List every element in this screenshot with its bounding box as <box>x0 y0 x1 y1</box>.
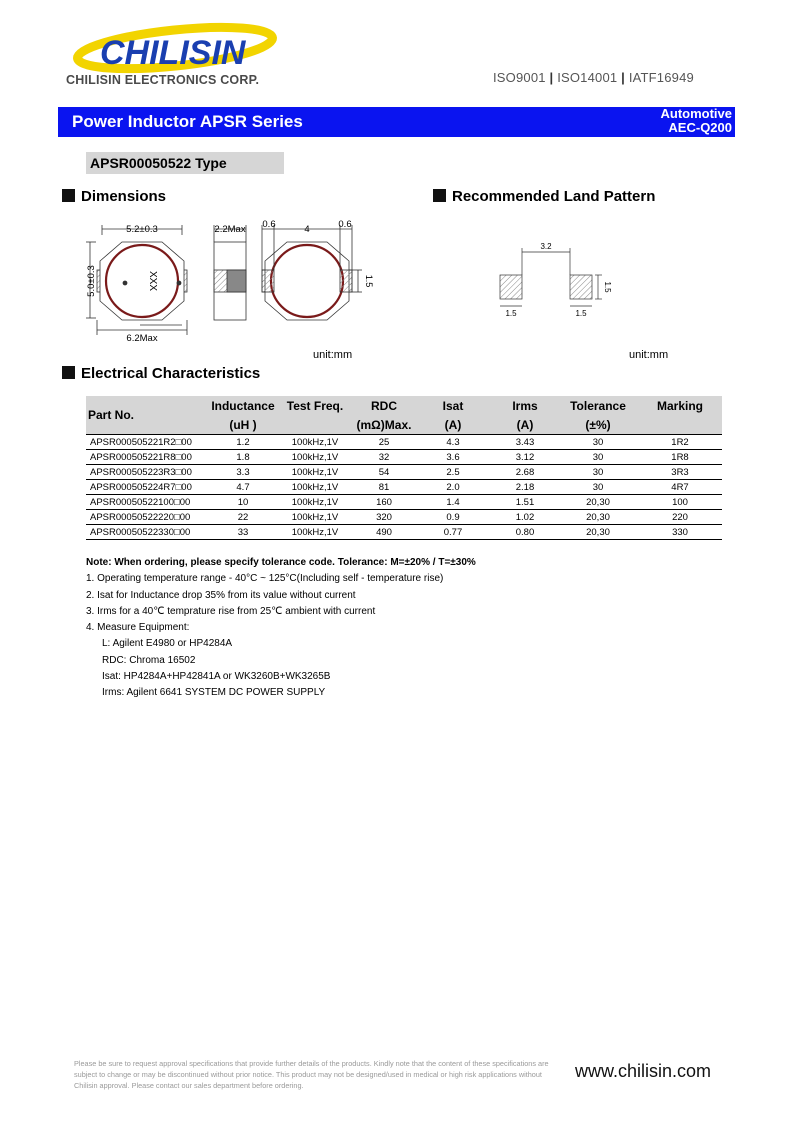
table-cell: 2.68 <box>492 465 558 480</box>
table-cell: 4R7 <box>638 480 722 495</box>
table-cell: 100kHz,1V <box>276 510 354 525</box>
table-cell: 30 <box>558 480 638 495</box>
table-cell: 0.9 <box>414 510 492 525</box>
col-freq: Test Freq. <box>276 396 354 415</box>
table-cell: 3.6 <box>414 450 492 465</box>
table-row <box>86 510 722 525</box>
series-title: Power Inductor APSR Series <box>72 112 303 131</box>
col-rdc: RDC <box>354 396 414 415</box>
table-cell: APSR00050522100□00 <box>86 495 210 510</box>
dim-side-h: 1.5 <box>364 274 374 288</box>
land-pad1-label: 1.5 <box>505 309 517 318</box>
table-row <box>86 480 722 495</box>
table-cell: 3.3 <box>210 465 276 480</box>
table-cell: 20,30 <box>558 495 638 510</box>
table-cell: 100kHz,1V <box>276 495 354 510</box>
col-inductance: Inductance <box>210 396 276 415</box>
notes <box>86 555 476 702</box>
dim-side-b: 4 <box>304 224 310 235</box>
website-link[interactable]: www.chilisin.com <box>575 1061 712 1081</box>
table-cell: 100kHz,1V <box>276 465 354 480</box>
land-gap-label: 3.2 <box>540 242 552 251</box>
col-isat-unit: (A) <box>414 415 492 435</box>
table-cell: 3R3 <box>638 465 722 480</box>
table-cell: 100 <box>638 495 722 510</box>
cert-iso9001: ISO9001 <box>493 70 546 85</box>
table-cell: 20,30 <box>558 525 638 540</box>
automotive-label: Automotive <box>660 106 732 121</box>
table-cell: APSR000505223R3□00 <box>86 465 210 480</box>
bullet-square-icon <box>433 189 446 202</box>
table-cell: APSR00050522330□00 <box>86 525 210 540</box>
marking-text: XXX <box>147 270 158 292</box>
equip-irms: Irms: Agilent 6641 SYSTEM DC POWER SUPPLY <box>102 687 326 699</box>
note-1: 1. Operating temperature range - 40°C ~ 125°C(Including self - temperature rise) <box>86 573 444 585</box>
dim-width-label: 5.2±0.3 <box>126 224 158 235</box>
note-3: 3. Irms for a 40℃ temprature rise from 25℃ ambient with current <box>86 605 376 617</box>
bullet-square-icon <box>62 366 75 379</box>
top-view <box>86 225 187 335</box>
aec-label: AEC-Q200 <box>668 120 732 135</box>
col-rdc-unit: (mΩ)Max. <box>354 415 414 435</box>
table-row <box>86 450 722 465</box>
table-cell: 160 <box>354 495 414 510</box>
table-cell: 25 <box>354 435 414 450</box>
table-row <box>86 495 722 510</box>
table-cell: 100kHz,1V <box>276 450 354 465</box>
dimensions-heading: Dimensions <box>62 188 166 205</box>
land-unit: unit:mm <box>629 349 669 361</box>
dim-side-c: 0.6 <box>338 219 352 230</box>
land-pattern-drawing <box>490 240 620 320</box>
table-cell: 330 <box>638 525 722 540</box>
table-cell: 20,30 <box>558 510 638 525</box>
col-irms-unit: (A) <box>492 415 558 435</box>
company-name: CHILISIN ELECTRONICS CORP. <box>66 73 260 87</box>
electrical-table <box>86 396 722 540</box>
equip-l: L: Agilent E4980 or HP4284A <box>102 638 233 650</box>
cert-iatf16949: IATF16949 <box>628 70 694 85</box>
table-cell: 33 <box>210 525 276 540</box>
table-cell: 22 <box>210 510 276 525</box>
equip-isat: Isat: HP4284A+HP42841A or WK3260B+WK3265B <box>102 671 331 683</box>
ordering-note: Note: When ordering, please specify tolerance code. Tolerance: M=±20% / T=±30% <box>86 557 476 568</box>
table-cell: APSR00050522220□00 <box>86 510 210 525</box>
dim-thickness-label: 2.2Max <box>214 224 246 235</box>
table-cell: 1.51 <box>492 495 558 510</box>
dimensions-unit: unit:mm <box>313 349 353 361</box>
land-pad2-label: 1.5 <box>575 309 587 318</box>
note-2: 2. Isat for Inductance drop 35% from its value without current <box>86 589 356 601</box>
table-cell: 30 <box>558 465 638 480</box>
equip-rdc: RDC: Chroma 16502 <box>102 654 196 666</box>
table-cell: APSR000505221R2□00 <box>86 435 210 450</box>
table-cell: 3.43 <box>492 435 558 450</box>
table-cell: 4.3 <box>414 435 492 450</box>
dimension-drawing <box>80 215 380 347</box>
automotive-badge <box>661 107 733 135</box>
col-isat: Isat <box>414 396 492 415</box>
table-cell: 100kHz,1V <box>276 525 354 540</box>
type-label: APSR00050522 Type <box>90 155 227 171</box>
table-cell: APSR000505221R8□00 <box>86 450 210 465</box>
dim-height-label: 5.0±0.3 <box>86 265 97 297</box>
land-height-label: 1.5 <box>603 281 612 293</box>
bullet-square-icon <box>62 189 75 202</box>
col-tolerance-unit: (±%) <box>558 415 638 435</box>
table-cell: 10 <box>210 495 276 510</box>
table-row <box>86 435 722 450</box>
table-row <box>86 525 722 540</box>
table-cell: 4.7 <box>210 480 276 495</box>
disclaimer: Please be sure to request approval specifications that provide further details of the products. Kindly note that the content of these specifications are subject to change or may be discontinued without prior notice. This product may not be designed/used in medical or high risk applications without Chilisin approval. Please contact our sales department before ordering. <box>74 1059 549 1090</box>
cert-iso14001: ISO14001 <box>557 70 618 85</box>
dim-side-a: 0.6 <box>262 219 276 230</box>
dim-max-width-label: 6.2Max <box>126 333 158 344</box>
table-cell: 30 <box>558 450 638 465</box>
brand-wordmark: CHILISIN <box>100 34 246 72</box>
table-cell: 1R2 <box>638 435 722 450</box>
table-cell: 100kHz,1V <box>276 435 354 450</box>
table-cell: 54 <box>354 465 414 480</box>
side-view <box>214 225 246 320</box>
table-cell: 30 <box>558 435 638 450</box>
table-cell: 490 <box>354 525 414 540</box>
col-inductance-unit: (uH ) <box>210 415 276 435</box>
bottom-view <box>262 225 362 320</box>
table-cell: 320 <box>354 510 414 525</box>
chilisin-logo <box>60 20 290 76</box>
land-pattern-heading: Recommended Land Pattern <box>433 188 655 205</box>
table-cell: 1.4 <box>414 495 492 510</box>
table-cell: 100kHz,1V <box>276 480 354 495</box>
table-cell: 2.0 <box>414 480 492 495</box>
table-cell: APSR000505224R7□00 <box>86 480 210 495</box>
col-tolerance: Tolerance <box>558 396 638 415</box>
table-cell: 2.18 <box>492 480 558 495</box>
table-cell: 1.2 <box>210 435 276 450</box>
table-row <box>86 465 722 480</box>
table-cell: 0.80 <box>492 525 558 540</box>
col-marking: Marking <box>638 396 722 415</box>
table-cell: 2.5 <box>414 465 492 480</box>
table-cell: 3.12 <box>492 450 558 465</box>
table-cell: 0.77 <box>414 525 492 540</box>
table-cell: 1R8 <box>638 450 722 465</box>
table-cell: 81 <box>354 480 414 495</box>
certifications: ISO9001 | ISO14001 | IATF16949 <box>493 70 694 85</box>
col-irms: Irms <box>492 396 558 415</box>
table-cell: 1.8 <box>210 450 276 465</box>
table-cell: 220 <box>638 510 722 525</box>
note-4: 4. Measure Equipment: <box>86 622 190 634</box>
table-cell: 32 <box>354 450 414 465</box>
col-part: Part No. <box>86 396 210 435</box>
electrical-heading: Electrical Characteristics <box>62 365 260 382</box>
table-cell: 1.02 <box>492 510 558 525</box>
